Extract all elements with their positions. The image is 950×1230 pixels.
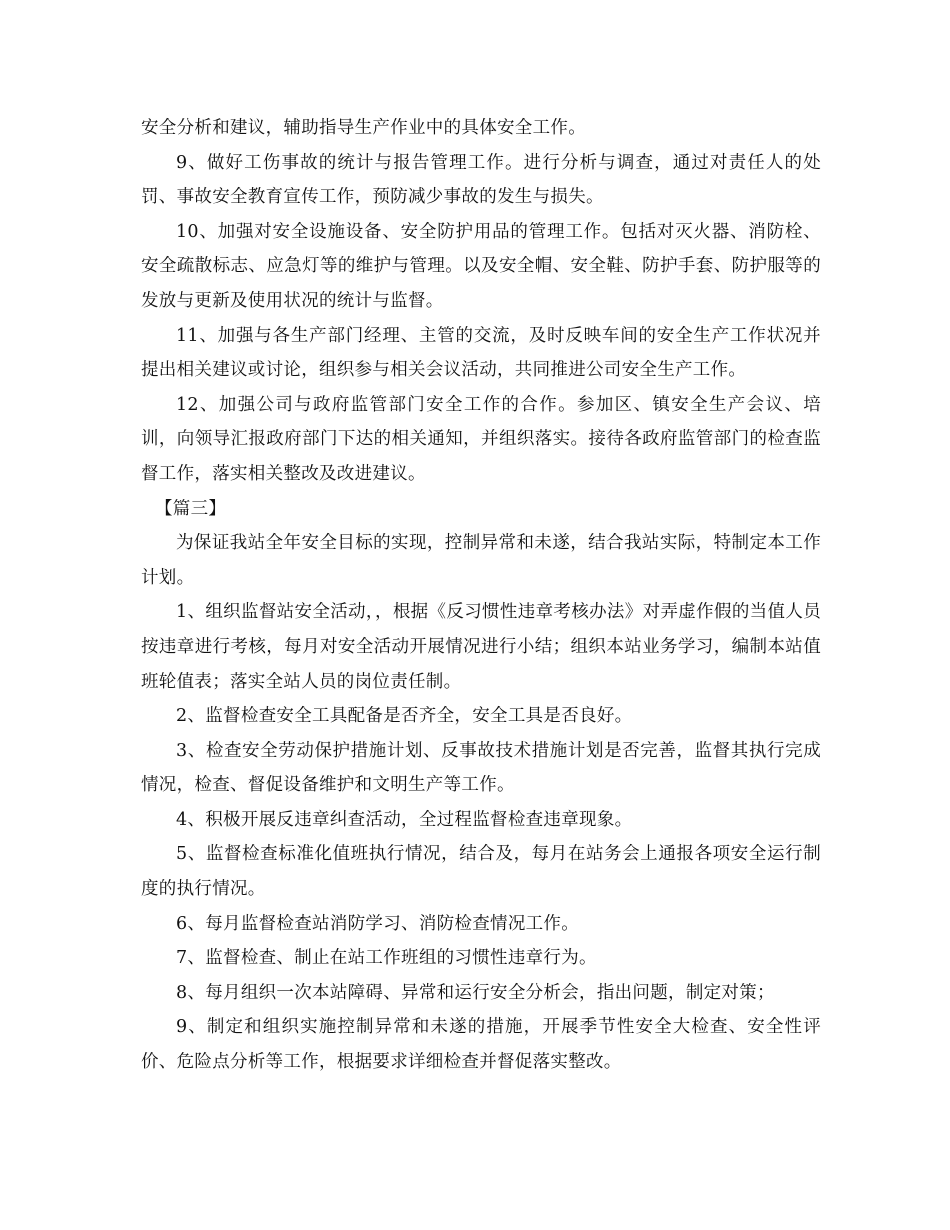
paragraph-item-10: 10、加强对安全设施设备、安全防护用品的管理工作。包括对灭火器、消防栓、安全疏散标志、应急灯等的维护与管理。以及安全帽、安全鞋、防护手套、防护服等的发放与更新及使用状况的统计与监督。 — [141, 221, 821, 311]
plan-item-4: 4、积极开展反违章纠查活动，全过程监督检查违章现象。 — [176, 809, 633, 830]
plan-item-9: 9、制定和组织实施控制异常和未遂的措施，开展季节性安全大检查、安全性评价、危险点分析等工作，根据要求详细检查并督促落实整改。 — [141, 1017, 821, 1073]
plan-item-5: 5、监督检查标准化值班执行情况，结合及，每月在站务会上通报各项安全运行制度的执行情况。 — [141, 844, 821, 900]
plan-item-7: 7、监督检查、制止在站工作班组的习惯性违章行为。 — [176, 948, 597, 969]
plan-item-2: 2、监督检查安全工具配备是否齐全，安全工具是否良好。 — [176, 706, 633, 727]
section-heading: 【篇三】 — [155, 498, 227, 519]
paragraph-item-12: 12、加强公司与政府监管部门安全工作的合作。参加区、镇安全生产会议、培训，向领导汇报政府部门下达的相关通知，并组织落实。接待各政府监管部门的检查监督工作，落实相关整改及改进建议。 — [141, 394, 821, 484]
plan-item-1: 1、组织监督站安全活动，，根据《反习惯性违章考核办法》对弄虚作假的当值人员按违章进行考核，每月对安全活动开展情况进行小结；组织本站业务学习，编制本站值班轮值表；落实全站人员的岗位责任制。 — [141, 602, 821, 692]
paragraph-item-9: 9、做好工伤事故的统计与报告管理工作。进行分析与调查，通过对责任人的处罚、事故安全教育宣传工作，预防减少事故的发生与损失。 — [141, 152, 821, 208]
paragraph-continuation: 安全分析和建议，辅助指导生产作业中的具体安全工作。 — [141, 118, 586, 138]
plan-item-3: 3、检查安全劳动保护措施计划、反事故技术措施计划是否完善，监督其执行完成情况，检查、督促设备维护和文明生产等工作。 — [141, 740, 821, 796]
paragraph-intro: 为保证我站全年安全目标的实现，控制异常和未遂，结合我站实际，特制定本工作计划。 — [141, 533, 821, 588]
paragraph-item-11: 11、加强与各生产部门经理、主管的交流，及时反映车间的安全生产工作状况并提出相关建议或讨论，组织参与相关会议活动，共同推进公司安全生产工作。 — [141, 325, 821, 381]
plan-item-8: 8、每月组织一次本站障碍、异常和运行安全分析会，指出问题，制定对策； — [176, 982, 775, 1003]
document-body — [141, 111, 821, 1080]
plan-item-6: 6、每月监督检查站消防学习、消防检查情况工作。 — [176, 913, 580, 934]
